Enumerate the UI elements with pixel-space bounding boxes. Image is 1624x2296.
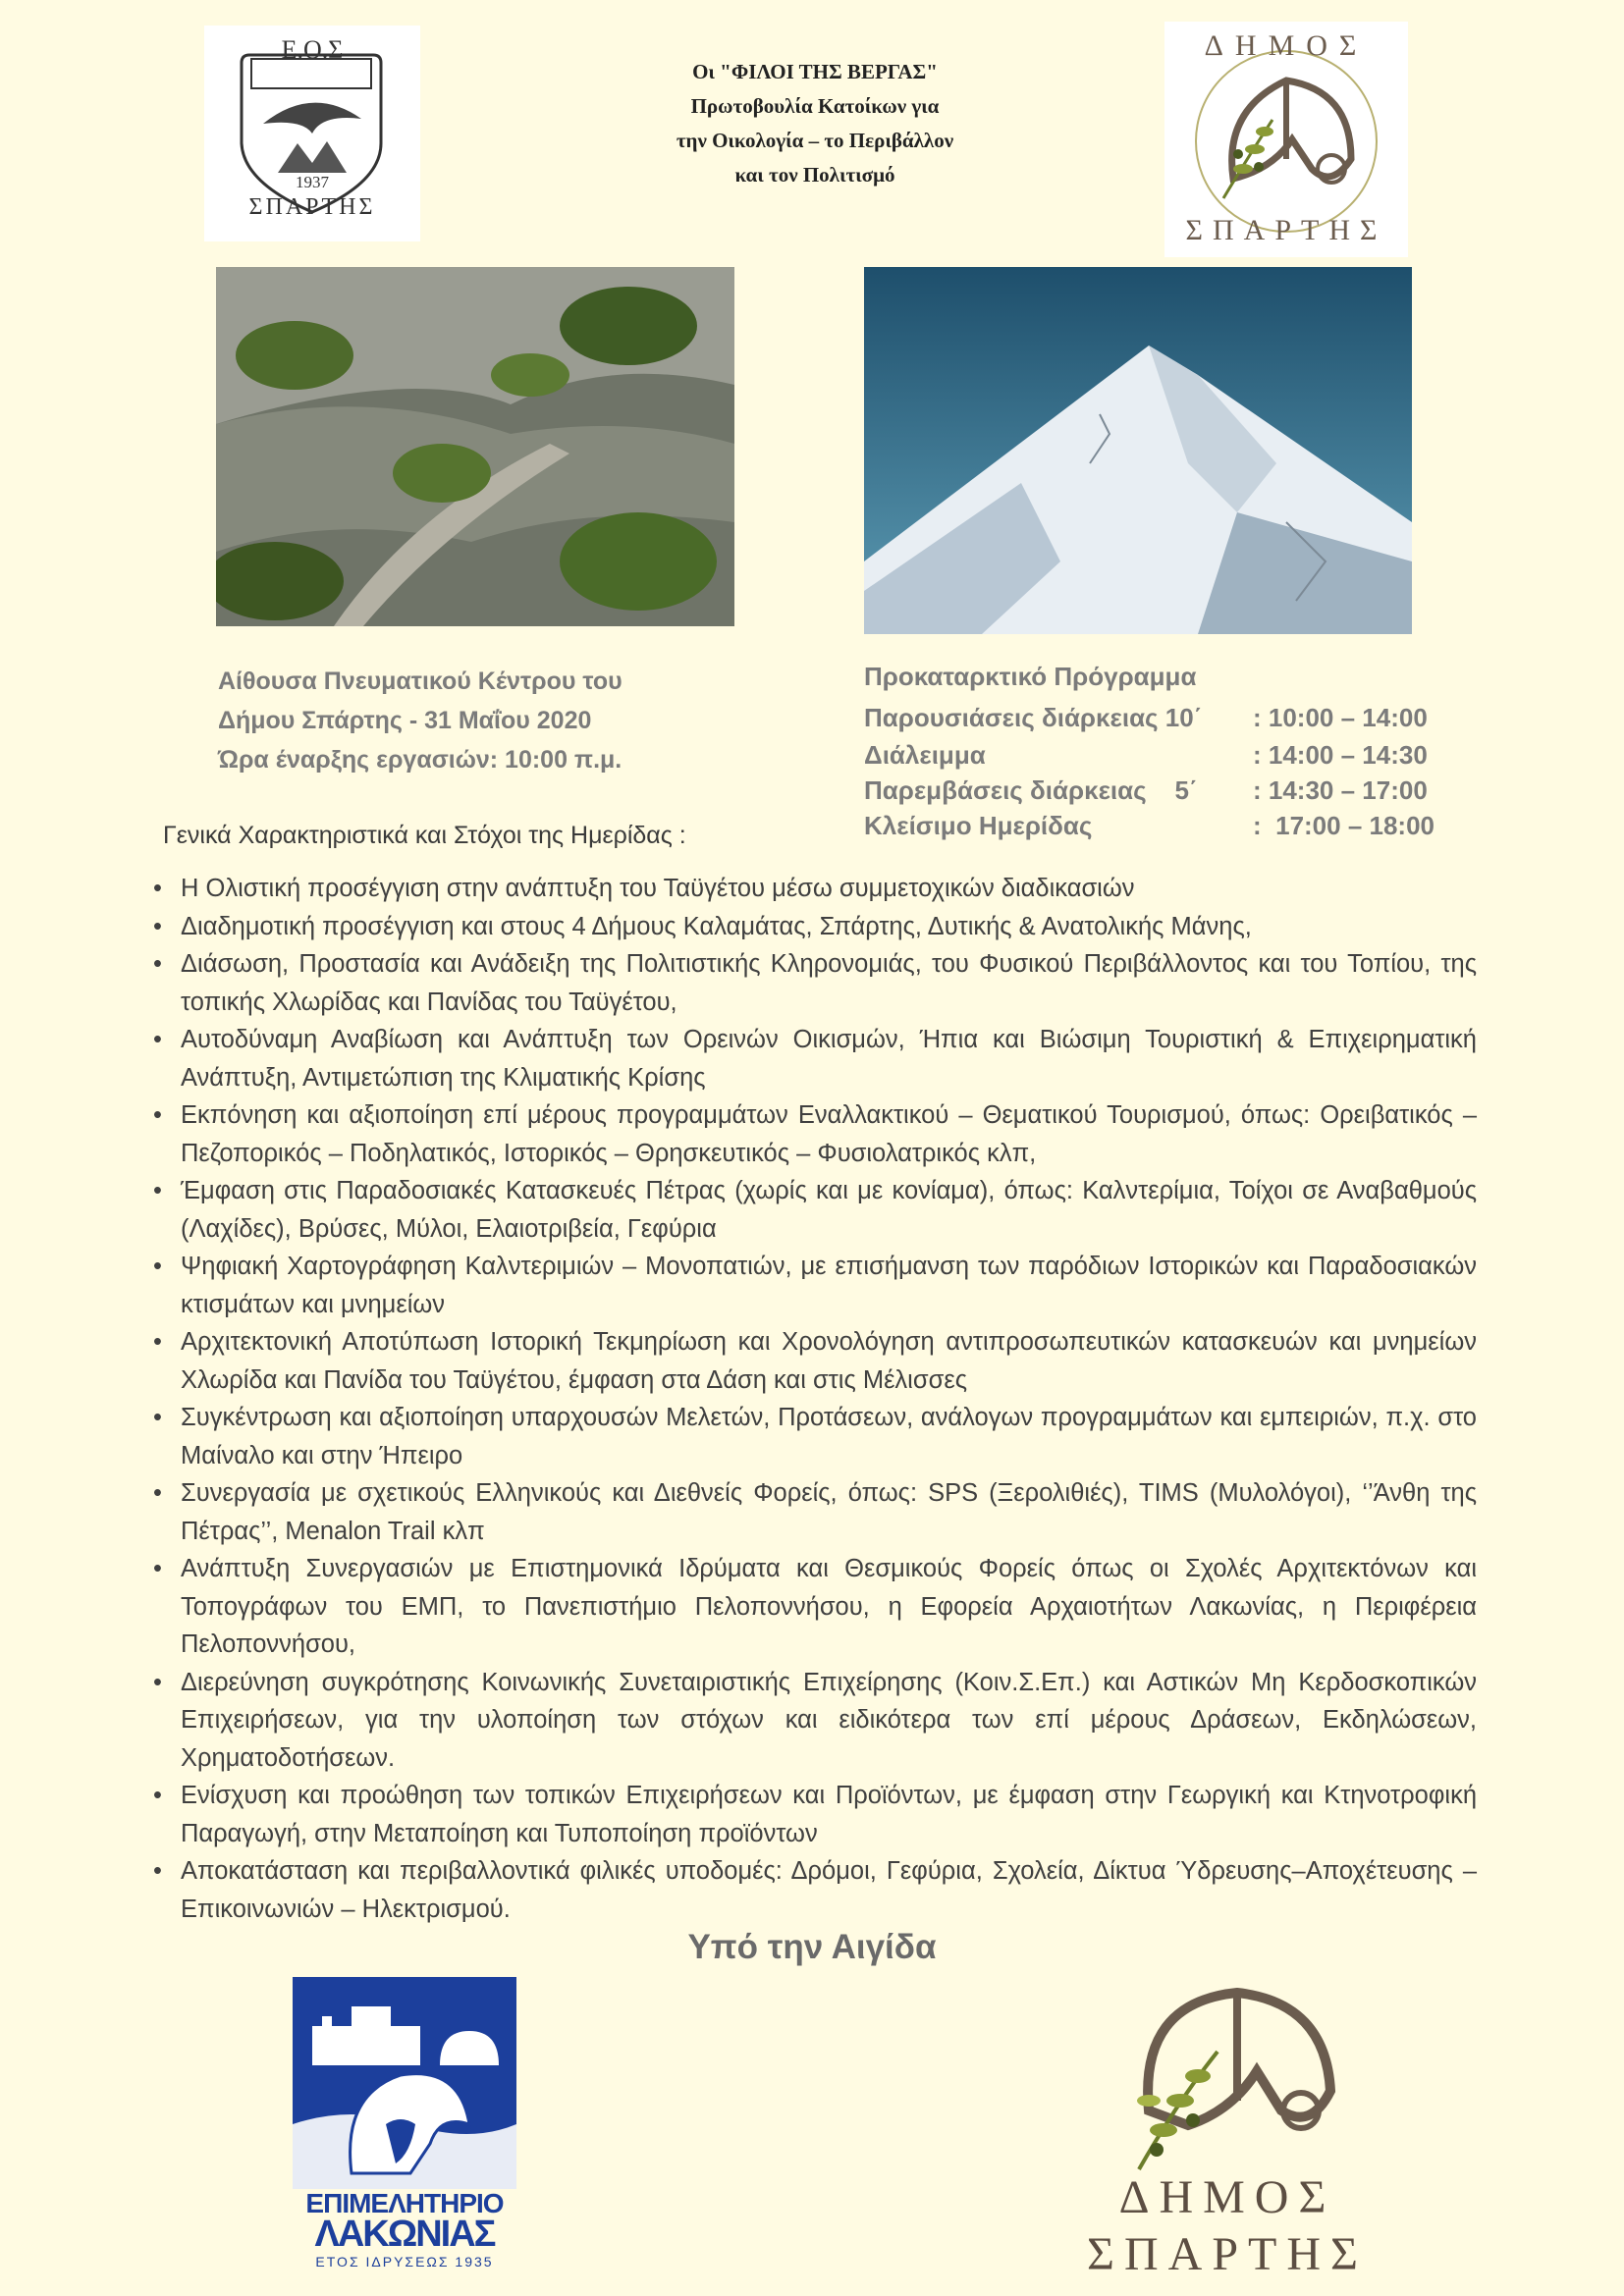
goal-text: Ψηφιακή Χαρτογράφηση Καλντεριμιών – Μονοπατιών, με επισήμανση των παρόδιων Ιστορικών και Παραδοσιακών κτισμάτων και μνημείων bbox=[181, 1253, 1477, 1318]
castle-helmet-icon bbox=[293, 1977, 516, 2189]
bullet-icon: • bbox=[153, 1782, 162, 1809]
lakonia-logo-line2: ΛΑΚΩΝΙΑΣ bbox=[314, 2214, 495, 2255]
goal-item bbox=[153, 870, 1477, 908]
bullet-icon: • bbox=[153, 912, 162, 940]
org-line: και τον Πολιτισμό bbox=[734, 163, 895, 187]
eos-logo-year: 1937 bbox=[296, 173, 329, 191]
goal-item bbox=[153, 1248, 1477, 1323]
bullet-icon: • bbox=[153, 1026, 162, 1053]
schedule-item-time: : 10:00 – 14:00 bbox=[1253, 703, 1428, 732]
goal-item bbox=[153, 1474, 1477, 1550]
goal-item bbox=[153, 908, 1477, 946]
bullet-icon: • bbox=[153, 1857, 162, 1885]
schedule-item-time: : 17:00 – 18:00 bbox=[1253, 811, 1435, 840]
goal-item bbox=[153, 1852, 1477, 1928]
goal-text: Συνεργασία με σχετικούς Ελληνικούς και Διεθνείς Φορείς, όπως: SPS (Ξερολιθιές), TIMS (Μυλολόγοι), ‘’Άνθη της Πέτρας’’, Menalon Trail κλπ bbox=[181, 1479, 1477, 1545]
venue-line: Αίθουσα Πνευματικού Κέντρου του bbox=[218, 667, 623, 695]
spartis-word: ΣΠΑΡΤΗΣ bbox=[1087, 2228, 1368, 2280]
dimos-logo-bottom-word: ΣΠΑΡΤΗΣ bbox=[1185, 214, 1387, 246]
goal-text: Αρχιτεκτονική Αποτύπωση Ιστορική Τεκμηρίωση και Χρονολόγηση αντιπροσωπευτικών κατασκευών και μνημείων Χλωρίδα και Πανίδα του Ταϋγέτου, έμφαση στα Δάση και στις Μέλισσες bbox=[181, 1328, 1477, 1394]
goal-item bbox=[153, 945, 1477, 1021]
bullet-icon: • bbox=[153, 1253, 162, 1280]
lakonia-chamber-logo bbox=[293, 1977, 516, 2189]
schedule-item-label: Διάλειμμα bbox=[864, 740, 986, 770]
goals-list bbox=[153, 870, 1477, 1928]
bullet-icon: • bbox=[153, 875, 162, 902]
venue-line: Δήμου Σπάρτης - 31 Μαΐου 2020 bbox=[218, 707, 592, 734]
goal-text: Εκπόνηση και αξιοποίηση επί μέρους προγραμμάτων Εναλλακτικού – Θεματικού Τουρισμού, όπως: Ορειβατικός – Πεζοπορικός – Ποδηλατικός, Ιστορικός – Θρησκευτικός – Φυσιολατρικός κλπ, bbox=[181, 1101, 1477, 1167]
eos-logo-city: ΣΠΑΡΤΗΣ bbox=[248, 194, 376, 220]
venue-line: Ώρα έναρξης εργασιών: 10:00 π.μ. bbox=[218, 746, 623, 774]
bullet-icon: • bbox=[153, 1555, 162, 1582]
dimos-sparti-logo-top bbox=[1164, 22, 1408, 257]
goal-item bbox=[153, 1096, 1477, 1172]
org-line: Πρωτοβουλία Κατοίκων για bbox=[690, 94, 940, 118]
goal-item bbox=[153, 1399, 1477, 1474]
goal-text: Αυτοδύναμη Αναβίωση και Ανάπτυξη των Ορεινών Οικισμών, Ήπια και Βιώσιμη Τουριστική & Επιχειρηματική Ανάπτυξη, Αντιμετώπιση της Κλιματικής Κρίσης bbox=[181, 1026, 1477, 1092]
bullet-icon: • bbox=[153, 1177, 162, 1204]
goal-text: Έμφαση στις Παραδοσιακές Κατασκευές Πέτρας (χωρίς και με κονίαμα), όπως: Καλντερίμια, Τοίχοι σε Αναβαθμούς (Λαχίδες), Βρύσες, Μύλοι, Ελαιοτριβεία, Γεφύρια bbox=[181, 1177, 1477, 1243]
lakonia-logo-line3: ΕΤΟΣ ΙΔΡΥΣΕΩΣ 1935 bbox=[315, 2254, 494, 2269]
goal-text: Συγκέντρωση και αξιοποίηση υπαρχουσών Μελετών, Προτάσεων, ανάλογων προγραμμάτων και εμπειριών, π.χ. στο Μαίναλο και στην Ήπειρο bbox=[181, 1404, 1477, 1469]
goal-item bbox=[153, 1021, 1477, 1096]
goal-text: Ανάπτυξη Συνεργασιών με Επιστημονικά Ιδρύματα και Θεσμικούς Φορείς όπως οι Σχολές Αρχιτεκτόνων και Τοπογράφων του ΕΜΠ, το Πανεπιστήμιο Πελοποννήσου, η Εφορεία Αρχαιοτήτων Λακωνίας, η Περιφέρεια Πελοποννήσου, bbox=[181, 1555, 1477, 1658]
schedule-item-label: Παρεμβάσεις διάρκειας 5΄ bbox=[864, 775, 1198, 805]
schedule-item-time: : 14:00 – 14:30 bbox=[1253, 740, 1428, 770]
organisation-info bbox=[550, 55, 1080, 192]
dimos-logo-top-word: ΔΗΜΟΣ bbox=[1204, 29, 1369, 62]
goal-text: Διερεύνηση συγκρότησης Κοινωνικής Συνεταιριστικής Επιχείρησης (Κοιν.Σ.Επ.) και Αστικών Μη Κερδοσκοπικών Επιχειρήσεων, για την υλοποίηση των στόχων και ειδικότερα των επί μέρους Δράσεων, Εκδηλώσεων, Χρηματοδοτήσεων. bbox=[181, 1668, 1477, 1772]
eos-sparti-logo bbox=[204, 26, 420, 241]
schedule-item-label: Παρουσιάσεις διάρκειας 10΄ bbox=[864, 703, 1203, 732]
lakonia-logo-line1: ΕΠΙΜΕΛΗΤΗΡΙΟ bbox=[305, 2188, 504, 2218]
bullet-icon: • bbox=[153, 1328, 162, 1356]
schedule-item-time: : 14:30 – 17:00 bbox=[1253, 775, 1428, 805]
dimos-word: ΔΗΜΟΣ bbox=[1118, 2171, 1336, 2223]
snowy-peak-photo bbox=[864, 267, 1412, 634]
bullet-icon: • bbox=[153, 1479, 162, 1507]
dimos-sparti-wordmark bbox=[1041, 2169, 1414, 2283]
goal-item bbox=[153, 1323, 1477, 1399]
spartan-helmet-icon bbox=[1110, 1963, 1345, 2179]
goal-text: Η Ολιστική προσέγγιση στην ανάπτυξη του Ταϋγέτου μέσω συμμετοχικών διαδικασιών bbox=[181, 875, 1135, 902]
dimos-sparti-logo-bottom bbox=[1110, 1963, 1345, 2179]
bullet-icon: • bbox=[153, 1101, 162, 1129]
goal-text: Διαδημοτική προσέγγιση και στους 4 Δήμους Καλαμάτας, Σπάρτης, Δυτικής & Ανατολικής Μάνης, bbox=[181, 912, 1252, 940]
goal-item bbox=[153, 1550, 1477, 1664]
bullet-icon: • bbox=[153, 1668, 162, 1696]
goal-item bbox=[153, 1664, 1477, 1778]
goal-text: Διάσωση, Προστασία και Ανάδειξη της Πολιτιστικής Κληρονομιάς, του Φυσικού Περιβάλλοντος και του Τοπίου, της τοπικής Χλωρίδας και Πανίδας του Ταϋγέτου, bbox=[181, 950, 1477, 1016]
goal-text: Αποκατάσταση και περιβαλλοντικά φιλικές υποδομές: Δρόμοι, Γεφύρια, Σχολεία, Δίκτυα Ύδρευσης–Αποχέτευσης – Επικοινωνιών – Ηλεκτρισμού. bbox=[181, 1857, 1477, 1923]
org-line: Οι "ΦΙΛΟΙ ΤΗΣ ΒΕΡΓΑΣ" bbox=[692, 60, 938, 83]
eos-logo-title: Ε.Ο.Σ bbox=[281, 35, 344, 64]
goal-item bbox=[153, 1777, 1477, 1852]
bullet-icon: • bbox=[153, 1404, 162, 1431]
goals-heading: Γενικά Χαρακτηριστικά και Στόχοι της Ημερίδας : bbox=[163, 822, 686, 849]
schedule-title: Προκαταρκτικό Πρόγραμμα bbox=[864, 662, 1197, 691]
org-line: την Οικολογία – το Περιβάλλον bbox=[676, 129, 954, 152]
goal-item bbox=[153, 1172, 1477, 1248]
rocky-path-photo bbox=[216, 267, 734, 626]
sponsor-heading: Υπό την Αιγίδα bbox=[687, 1928, 937, 1966]
venue-info bbox=[218, 662, 768, 779]
schedule-item-label: Κλείσιμο Ημερίδας bbox=[864, 811, 1093, 840]
goal-text: Ενίσχυση και προώθηση των τοπικών Επιχειρήσεων και Προϊόντων, με έμφαση στην Γεωργική και Κτηνοτροφική Παραγωγή, στην Μεταποίηση και Τυποποίηση προϊόντων bbox=[181, 1782, 1477, 1847]
bullet-icon: • bbox=[153, 950, 162, 978]
